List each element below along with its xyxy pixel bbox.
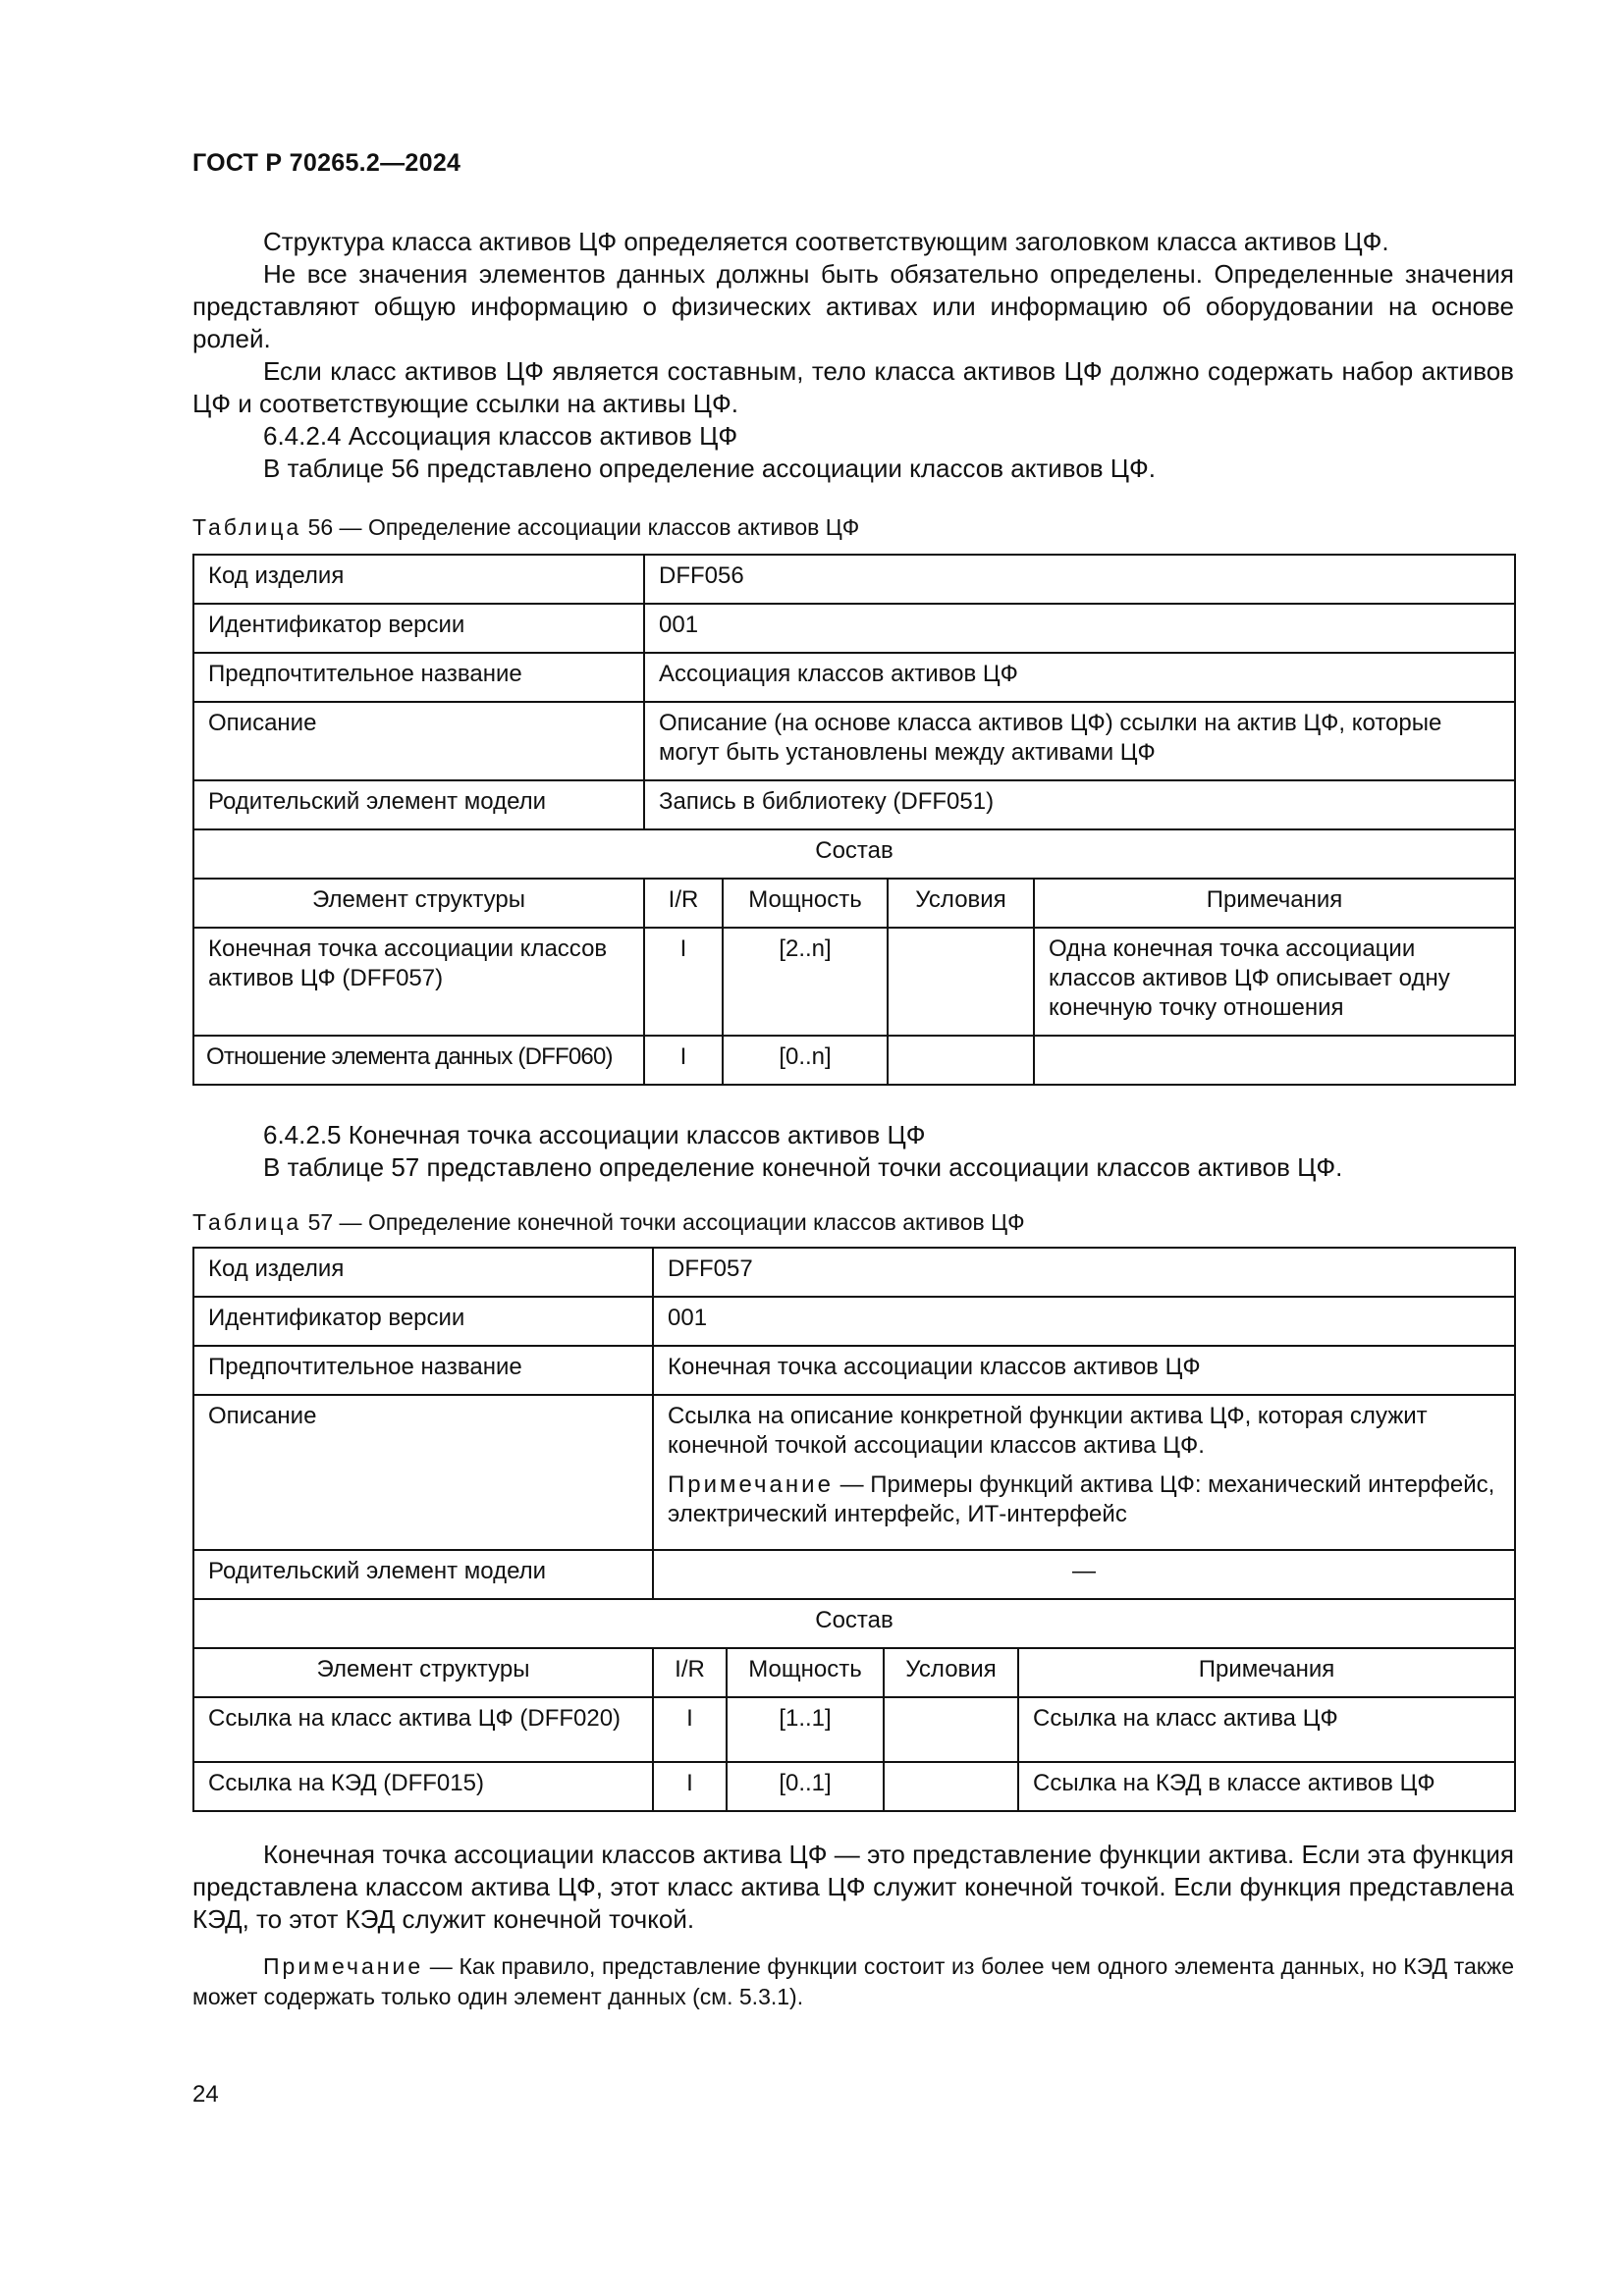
structure-element: Отношение элемента данных (DFF060)	[193, 1036, 644, 1085]
row-value: 001	[653, 1297, 1515, 1346]
table-57-caption	[192, 1209, 1025, 1236]
table-row	[193, 1297, 1515, 1346]
row-label: Родительский элемент модели	[193, 1550, 653, 1599]
table-56-caption-word: Таблица	[192, 514, 302, 540]
intro-paragraph-3: Если класс активов ЦФ является составным, тело класса активов ЦФ должно содержать набор активов ЦФ и соответствующие ссылки на активы ЦФ.	[192, 356, 1514, 418]
table-row	[193, 1395, 1515, 1550]
description-note	[668, 1470, 1500, 1529]
row-label: Предпочтительное название	[193, 1346, 653, 1395]
row-value: Конечная точка ассоциации классов активов ЦФ	[653, 1346, 1515, 1395]
table-56-caption-text: 56 — Определение ассоциации классов активов ЦФ	[301, 514, 860, 540]
closing-paragraph: Конечная точка ассоциации классов актива ЦФ — это представление функции актива. Если эта функция представлена классом актива ЦФ, этот класс актива ЦФ служит конечной точкой. Если функция представлена КЭД, то этот КЭД служит конечной точкой.	[192, 1840, 1514, 1934]
power-value: [1..1]	[727, 1697, 884, 1762]
note-value	[1034, 1036, 1515, 1085]
column-header: Мощность	[727, 1648, 884, 1697]
table-row	[193, 1036, 1515, 1085]
column-header: Примечания	[1034, 879, 1515, 928]
section-title: Состав	[193, 1599, 1515, 1648]
row-label: Код изделия	[193, 555, 644, 604]
row-label: Родительский элемент модели	[193, 780, 644, 829]
row-label: Код изделия	[193, 1248, 653, 1297]
table-56	[192, 554, 1516, 1086]
section-title: Состав	[193, 829, 1515, 879]
section-heading-6-4-2-4: 6.4.2.4 Ассоциация классов активов ЦФ	[263, 421, 738, 451]
row-value	[653, 1395, 1515, 1550]
column-header: Примечания	[1018, 1648, 1515, 1697]
power-value: [2..n]	[723, 928, 888, 1036]
table-row	[193, 604, 1515, 653]
column-header: Условия	[888, 879, 1034, 928]
table-56-caption	[192, 514, 859, 541]
ir-value: I	[644, 1036, 723, 1085]
note-text: — Примеры функций актива ЦФ: механический интерфейс, электрический интерфейс, ИТ-интерфейс	[668, 1471, 1495, 1527]
condition-value	[888, 1036, 1034, 1085]
row-value: Запись в библиотеку (DFF051)	[644, 780, 1515, 829]
document-header: ГОСТ Р 70265.2—2024	[192, 149, 461, 177]
ir-value: I	[653, 1762, 727, 1811]
table-row	[193, 702, 1515, 780]
closing-note	[192, 1951, 1514, 2012]
intro-paragraph-2: Не все значения элементов данных должны быть обязательно определены. Определенные значения представляют общую информацию о физических активах или информацию об оборудовании на основе ролей.	[192, 259, 1514, 353]
row-value: Ассоциация классов активов ЦФ	[644, 653, 1515, 702]
row-value: DFF057	[653, 1248, 1515, 1297]
table-section-row	[193, 829, 1515, 879]
note-value: Одна конечная точка ассоциации классов активов ЦФ описывает одну конечную точку отношения	[1034, 928, 1515, 1036]
table-header-row	[193, 1648, 1515, 1697]
ir-value: I	[644, 928, 723, 1036]
table-row	[193, 1550, 1515, 1599]
row-label: Описание	[193, 702, 644, 780]
table-row	[193, 1762, 1515, 1811]
power-value: [0..n]	[723, 1036, 888, 1085]
mid-paragraph-2: В таблице 57 представлено определение конечной точки ассоциации классов активов ЦФ.	[263, 1152, 1343, 1182]
table-row	[193, 653, 1515, 702]
column-header: Элемент структуры	[193, 1648, 653, 1697]
intro-paragraph-5: В таблице 56 представлено определение ассоциации классов активов ЦФ.	[263, 454, 1157, 483]
row-label: Предпочтительное название	[193, 653, 644, 702]
table-row	[193, 1248, 1515, 1297]
section-heading-6-4-2-5: 6.4.2.5 Конечная точка ассоциации классов активов ЦФ	[263, 1120, 926, 1149]
column-header: I/R	[644, 879, 723, 928]
structure-element: Ссылка на КЭД (DFF015)	[193, 1762, 653, 1811]
condition-value	[884, 1762, 1018, 1811]
table-row	[193, 1346, 1515, 1395]
table-section-row	[193, 1599, 1515, 1648]
table-row	[193, 928, 1515, 1036]
row-value: —	[653, 1550, 1515, 1599]
table-row	[193, 1697, 1515, 1762]
condition-value	[888, 928, 1034, 1036]
column-header: Элемент структуры	[193, 879, 644, 928]
intro-paragraph-1: Структура класса активов ЦФ определяется соответствующим заголовком класса активов ЦФ.	[263, 227, 1389, 256]
row-label: Идентификатор версии	[193, 1297, 653, 1346]
table-57-caption-text: 57 — Определение конечной точки ассоциации классов активов ЦФ	[301, 1209, 1025, 1235]
table-row	[193, 780, 1515, 829]
row-value: Описание (на основе класса активов ЦФ) ссылки на актив ЦФ, которые могут быть установлены между активами ЦФ	[644, 702, 1515, 780]
row-label: Идентификатор версии	[193, 604, 644, 653]
row-value: 001	[644, 604, 1515, 653]
note-value: Ссылка на класс актива ЦФ	[1018, 1697, 1515, 1762]
column-header: Условия	[884, 1648, 1018, 1697]
column-header: I/R	[653, 1648, 727, 1697]
note-text: — Как правило, представление функции состоит из более чем одного элемента данных, но КЭД также может содержать только один элемент данных (см. 5.3.1).	[192, 1953, 1514, 2009]
table-57-caption-word: Таблица	[192, 1209, 302, 1235]
note-value: Ссылка на КЭД в классе активов ЦФ	[1018, 1762, 1515, 1811]
condition-value	[884, 1697, 1018, 1762]
structure-element: Ссылка на класс актива ЦФ (DFF020)	[193, 1697, 653, 1762]
table-row	[193, 555, 1515, 604]
column-header: Мощность	[723, 879, 888, 928]
page-number: 24	[192, 2081, 219, 2108]
ir-value: I	[653, 1697, 727, 1762]
description-text: Ссылка на описание конкретной функции актива ЦФ, которая служит конечной точкой ассоциации классов актива ЦФ.	[668, 1403, 1428, 1459]
row-label: Описание	[193, 1395, 653, 1550]
power-value: [0..1]	[727, 1762, 884, 1811]
table-header-row	[193, 879, 1515, 928]
table-57	[192, 1247, 1516, 1812]
note-word: Примечание	[263, 1953, 424, 1979]
note-word: Примечание	[668, 1471, 834, 1498]
row-value: DFF056	[644, 555, 1515, 604]
structure-element: Конечная точка ассоциации классов активов ЦФ (DFF057)	[193, 928, 644, 1036]
